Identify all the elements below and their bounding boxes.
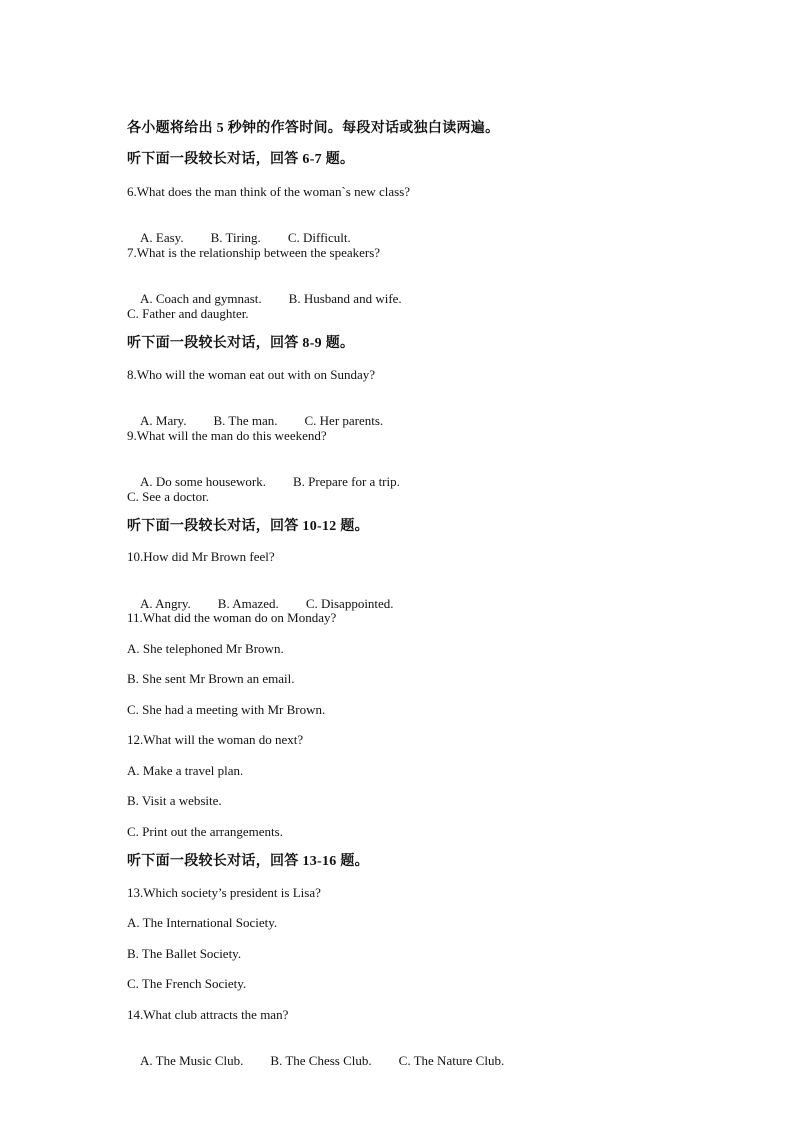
instruction-text: 各小题将给出 5 秒钟的作答时间。每段对话或独白读两遍。 bbox=[127, 121, 500, 136]
question-12-option-a: A. Make a travel plan. bbox=[127, 763, 244, 778]
option-b: B. Husband and wife. bbox=[288, 291, 402, 306]
question-13-option-a: A. The International Society. bbox=[127, 915, 278, 930]
question-14-options bbox=[127, 1037, 504, 1085]
section-header-13-16: 听下面一段较长对话，回答 13-16 题。 bbox=[127, 854, 369, 869]
question-13-option-c: C. The French Society. bbox=[127, 976, 247, 991]
question-12: 12.What will the woman do next? bbox=[127, 732, 304, 747]
option-a: A. Angry. bbox=[140, 596, 191, 611]
option-a: A. The Music Club. bbox=[140, 1053, 244, 1068]
option-b: B. Amazed. bbox=[217, 596, 279, 611]
question-11-option-a: A. She telephoned Mr Brown. bbox=[127, 641, 284, 656]
question-6: 6.What does the man think of the woman`s new class? bbox=[127, 184, 411, 199]
question-7: 7.What is the relationship between the speakers? bbox=[127, 245, 381, 260]
question-8: 8.Who will the woman eat out with on Sunday? bbox=[127, 367, 376, 382]
option-c: C. Difficult. bbox=[287, 230, 351, 245]
question-10: 10.How did Mr Brown feel? bbox=[127, 549, 275, 564]
question-13: 13.Which society’s president is Lisa? bbox=[127, 885, 321, 900]
option-c: C. Her parents. bbox=[304, 413, 384, 428]
option-c: C. The Nature Club. bbox=[398, 1053, 505, 1068]
option-a: A. Coach and gymnast. bbox=[140, 291, 262, 306]
option-c: C. Disappointed. bbox=[305, 596, 394, 611]
question-11-option-c: C. She had a meeting with Mr Brown. bbox=[127, 702, 326, 717]
question-13-option-b: B. The Ballet Society. bbox=[127, 946, 242, 961]
question-11: 11.What did the woman do on Monday? bbox=[127, 610, 337, 625]
section-header-10-12: 听下面一段较长对话，回答 10-12 题。 bbox=[127, 519, 369, 534]
option-b: B. Tiring. bbox=[210, 230, 261, 245]
question-12-option-c: C. Print out the arrangements. bbox=[127, 824, 283, 839]
question-11-option-b: B. She sent Mr Brown an email. bbox=[127, 671, 295, 686]
option-b: B. The man. bbox=[213, 413, 278, 428]
question-9-option-c: C. See a doctor. bbox=[127, 489, 209, 504]
option-a: A. Do some housework. bbox=[140, 474, 267, 489]
question-14: 14.What club attracts the man? bbox=[127, 1007, 289, 1022]
option-b: B. The Chess Club. bbox=[270, 1053, 372, 1068]
section-header-6-7: 听下面一段较长对话，回答 6-7 题。 bbox=[127, 152, 355, 167]
question-7-option-c: C. Father and daughter. bbox=[127, 306, 249, 321]
question-9: 9.What will the man do this weekend? bbox=[127, 428, 327, 443]
option-a: A. Mary. bbox=[140, 413, 187, 428]
question-12-option-b: B. Visit a website. bbox=[127, 793, 222, 808]
option-a: A. Easy. bbox=[140, 230, 184, 245]
option-b: B. Prepare for a trip. bbox=[293, 474, 400, 489]
section-header-8-9: 听下面一段较长对话，回答 8-9 题。 bbox=[127, 336, 355, 351]
